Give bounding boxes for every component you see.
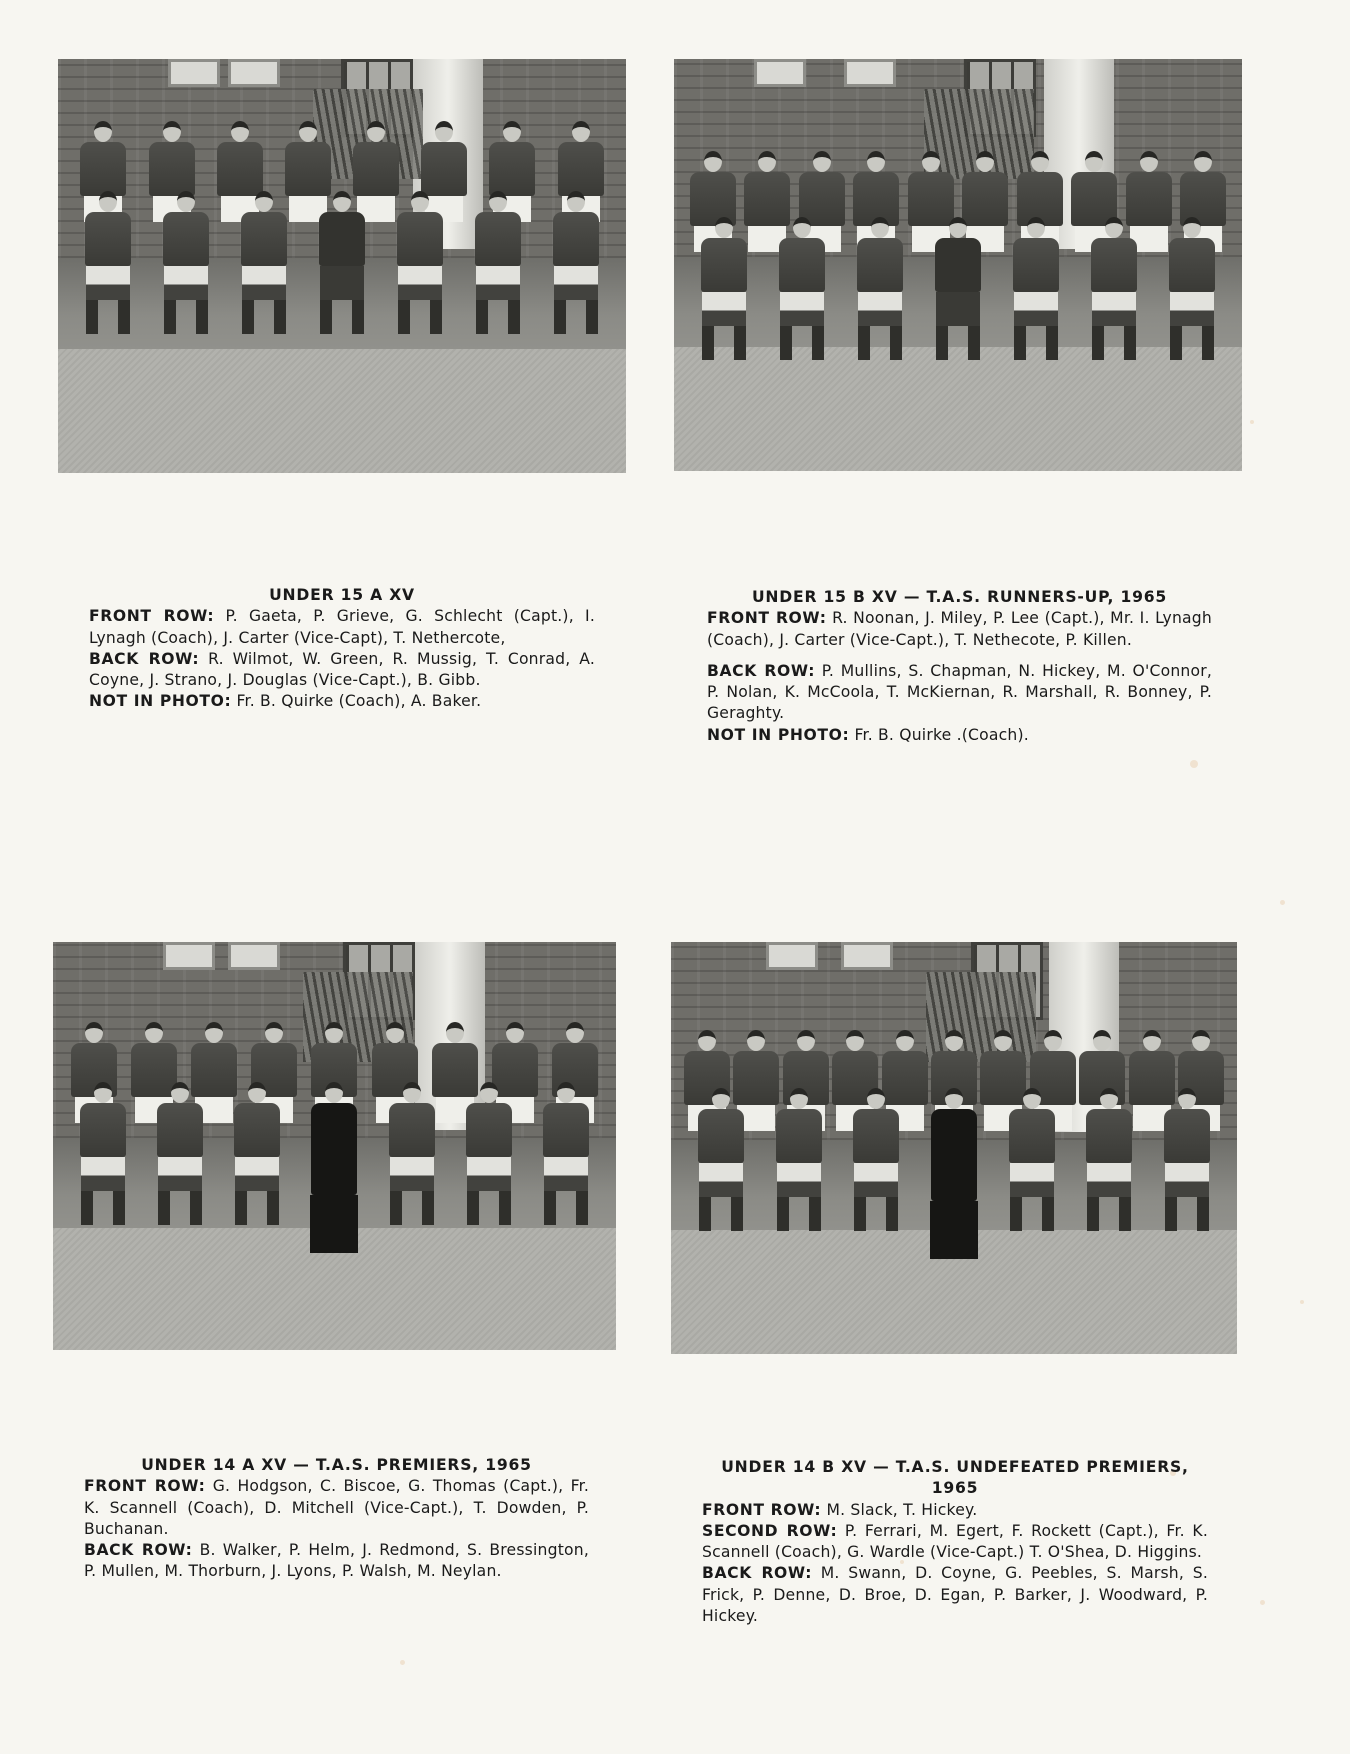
back-row-names: P. Mullins, S. Chapman, N. Hickey, M. O'Connor, P. Nolan, K. McCoola, T. McKiernan, R. Marshall, R. Bonney, P. Geraghty. (707, 661, 1212, 723)
coach-figure (934, 217, 982, 360)
front-row-players (685, 217, 1230, 360)
back-row-line (84, 1540, 589, 1583)
caption-title: UNDER 15 B XV — T.A.S. RUNNERS-UP, 1965 (751, 588, 1168, 606)
player-figure (240, 191, 288, 334)
player-figure (84, 191, 132, 334)
back-row-label: BACK ROW: (89, 649, 200, 668)
player-figure (162, 191, 210, 334)
back-row-line (707, 661, 1212, 725)
caption-u14b (702, 1457, 1208, 1627)
back-row-names: M. Swann, D. Coyne, G. Peebles, S. Marsh, S. Frick, P. Denne, D. Broe, D. Egan, P. Barker, J. Woodward, P. Hickey. (702, 1564, 1208, 1626)
player-figure (542, 1082, 590, 1225)
front-row-line (707, 608, 1212, 651)
front-row-label: FRONT ROW: (707, 609, 827, 628)
caption-u14a (84, 1455, 589, 1583)
team-photo-u15a (58, 59, 626, 473)
front-row-line (702, 1500, 1208, 1521)
second-row-line (702, 1521, 1208, 1564)
player-figure (552, 191, 600, 334)
back-row-label: BACK ROW: (84, 1541, 193, 1560)
front-row-names: G. Hodgson, C. Biscoe, G. Thomas (Capt.), Fr. K. Scannell (Coach), D. Mitchell (Vice-Capt.), T. Dowden, P. Buchanan. (84, 1477, 589, 1538)
back-row-names: B. Walker, P. Helm, J. Redmond, S. Bressington, P. Mullen, M. Thorburn, J. Lyons, P. Walsh, M. Neylan. (84, 1541, 590, 1581)
back-row-names: R. Wilmot, W. Green, R. Mussig, T. Conrad, A. Coyne, J. Strano, J. Douglas (Vice-Capt.), B. Gibb. (89, 649, 595, 690)
player-figure (778, 217, 826, 360)
front-row-players (64, 1082, 605, 1253)
player-figure (1085, 1088, 1133, 1231)
player-figure (465, 1082, 513, 1225)
front-row-names: R. Noonan, J. Miley, P. Lee (Capt.), Mr. I. Lynagh (Coach), J. Carter (Vice-Capt.), T. Nethecote, P. Killen. (707, 609, 1212, 649)
window (163, 942, 215, 970)
player-figure (156, 1082, 204, 1225)
player-figure (697, 1088, 745, 1231)
window (168, 59, 220, 87)
front-row-players (69, 191, 614, 334)
player-figure (1163, 1088, 1211, 1231)
window (228, 59, 280, 87)
player-figure (388, 1082, 436, 1225)
front-row-line (84, 1476, 589, 1540)
caption-title: UNDER 15 A XV (269, 586, 415, 604)
front-row-label: FRONT ROW: (84, 1477, 206, 1496)
window (844, 59, 896, 87)
team-photo-u14a (53, 942, 616, 1350)
window (766, 942, 818, 970)
front-row-names: P. Gaeta, P. Grieve, G. Schlecht (Capt.), I. Lynagh (Coach), J. Carter (Vice-Capt), T. Nethercote, (89, 607, 595, 647)
back-row-line (702, 1563, 1208, 1627)
second-row-label: SECOND ROW: (702, 1521, 838, 1540)
not-in-photo-names: Fr. B. Quirke (Coach), A. Baker. (236, 692, 482, 711)
player-figure (396, 191, 444, 334)
priest-coach-figure (310, 1082, 358, 1253)
priest-coach-figure (930, 1088, 978, 1259)
player-figure (1008, 1088, 1056, 1231)
caption-title: UNDER 14 B XV — T.A.S. UNDEFEATED PREMIERS, 1965 (721, 1458, 1189, 1498)
player-figure (474, 191, 522, 334)
lawn (674, 347, 1242, 471)
second-row-players (682, 1088, 1225, 1259)
player-figure (1090, 217, 1138, 360)
caption-u15a (89, 585, 595, 713)
window (228, 942, 280, 970)
not-in-photo-line (707, 725, 1212, 746)
player-figure (233, 1082, 281, 1225)
player-figure (79, 1082, 127, 1225)
second-row-names: P. Ferrari, M. Egert, F. Rockett (Capt.), Fr. K. Scannell (Coach), G. Wardle (Vice-Capt.) T. O'Shea, D. Higgins. (702, 1521, 1208, 1562)
back-row-label: BACK ROW: (707, 661, 816, 680)
front-row-label: FRONT ROW: (702, 1500, 822, 1519)
window (841, 942, 893, 970)
not-in-photo-label: NOT IN PHOTO: (89, 692, 232, 711)
player-figure (1168, 217, 1216, 360)
player-figure (856, 217, 904, 360)
front-row-line (89, 606, 595, 649)
player-figure (775, 1088, 823, 1231)
window (754, 59, 806, 87)
not-in-photo-names: Fr. B. Quirke .(Coach). (854, 725, 1029, 744)
lawn (58, 349, 626, 473)
front-row-label: FRONT ROW: (89, 607, 215, 626)
caption-u15b (707, 587, 1212, 746)
caption-title: UNDER 14 A XV — T.A.S. PREMIERS, 1965 (141, 1456, 532, 1474)
not-in-photo-line (89, 691, 595, 712)
team-photo-u14b (671, 942, 1237, 1354)
back-row-line (89, 649, 595, 692)
not-in-photo-label: NOT IN PHOTO: (707, 725, 850, 744)
player-figure (700, 217, 748, 360)
coach-figure (318, 191, 366, 334)
back-row-label: BACK ROW: (702, 1564, 813, 1583)
front-row-names: M. Slack, T. Hickey. (826, 1500, 978, 1519)
player-figure (852, 1088, 900, 1231)
player-figure (1012, 217, 1060, 360)
team-photo-u15b (674, 59, 1242, 471)
